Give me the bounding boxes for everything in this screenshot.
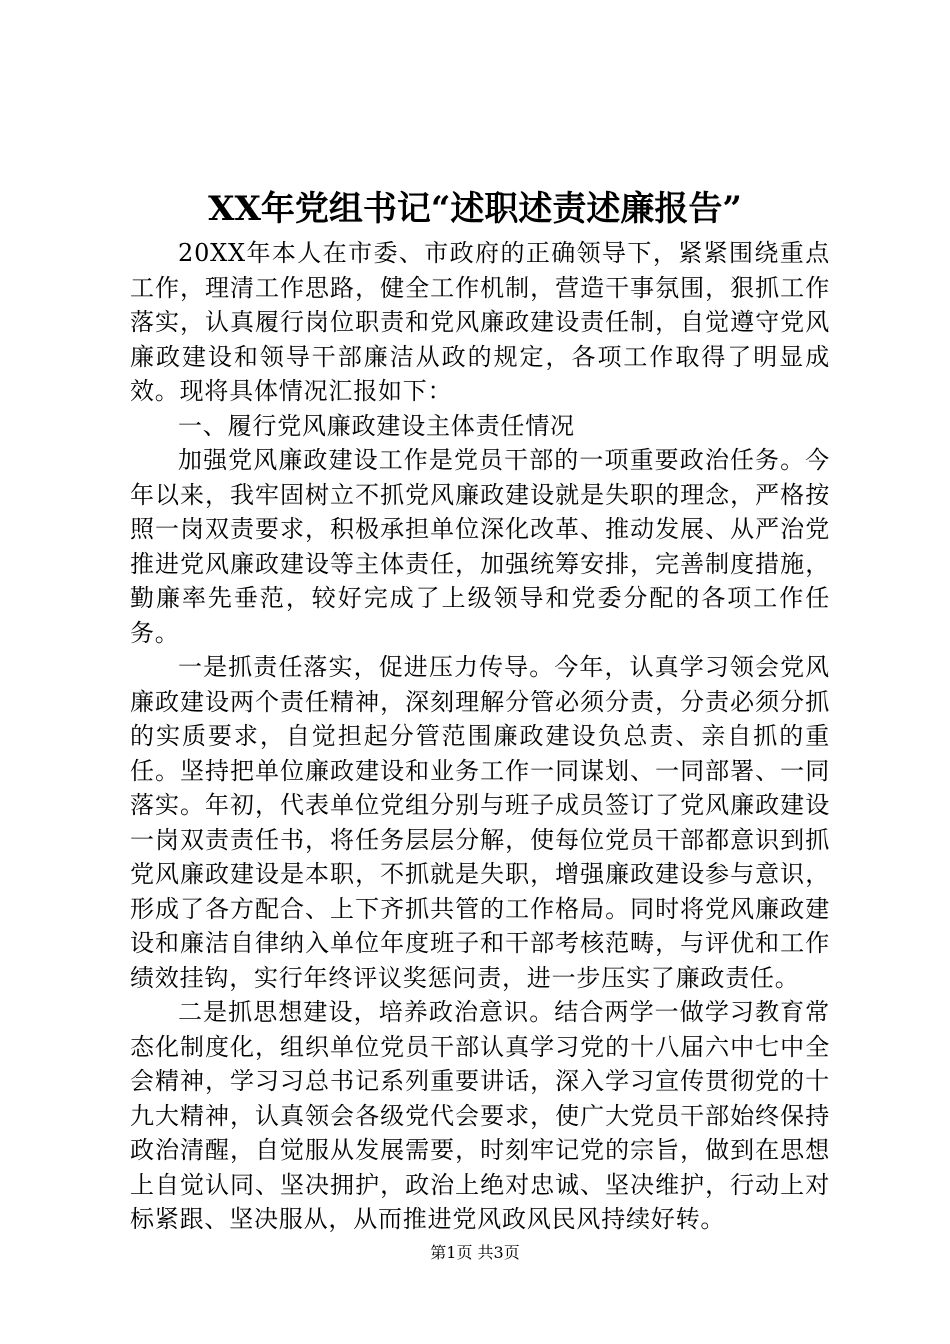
paragraph-ideology: 二是抓思想建设，培养政治意识。结合两学一做学习教育常态化制度化，组织单位党员干部认真学习党的十八届六中七中全会精神，学习习总书记系列重要讲话，深入学习宣传贯彻党的十九大精神，认真领会各级党代会要求，使广大党员干部始终保持政治清醒，自觉服从发展需要，时刻牢记党的宗旨，做到在思想上自觉认同、坚决拥护，政治上绝对忠诚、坚决维护，行动上对标紧跟、坚决服从，从而推进党风政风民风持续好转。 (130, 998, 830, 1233)
paragraph-responsibility: 一是抓责任落实，促进压力传导。今年，认真学习领会党风廉政建设两个责任精神，深刻理解分管必须分责，分责必须分抓的实质要求，自觉担起分管范围廉政建设负总责、亲自抓的重任。坚持把单位廉政建设和业务工作一同谋划、一同部署、一同落实。年初，代表单位党组分别与班子成员签订了党风廉政建设一岗双责责任书，将任务层层分解，使每位党员干部都意识到抓党风廉政建设是本职，不抓就是失职，增强廉政建设参与意识，形成了各方配合、上下齐抓共管的工作格局。同时将党风廉政建设和廉洁自律纳入单位年度班子和干部考核范畴，与评优和工作绩效挂钩，实行年终评议奖惩问责，进一步压实了廉政责任。 (130, 653, 830, 992)
paragraph-section-summary: 加强党风廉政建设工作是党员干部的一项重要政治任务。今年以来，我牢固树立不抓党风廉政建设就是失职的理念，严格按照一岗双责要求，积极承担单位深化改革、推动发展、从严治党推进党风廉政建设等主体责任，加强统筹安排，完善制度措施，勤廉率先垂范，较好完成了上级领导和党委分配的各项工作任务。 (130, 446, 830, 647)
document-title: XX年党组书记“述职述责述廉报告” (208, 189, 742, 229)
document-body (130, 236, 830, 1237)
page-footer: 第1页 共3页 (430, 1243, 520, 1262)
section-heading: 一、履行党风廉政建设主体责任情况 (178, 411, 575, 440)
paragraph-intro: 20XX年本人在市委、市政府的正确领导下，紧紧围绕重点工作，理清工作思路，健全工作机制，营造干事氛围，狠抓工作落实，认真履行岗位职责和党风廉政建设责任制，自觉遵守党风廉政建设和领导干部廉洁从政的规定，各项工作取得了明显成效。现将具体情况汇报如下： (130, 239, 830, 405)
